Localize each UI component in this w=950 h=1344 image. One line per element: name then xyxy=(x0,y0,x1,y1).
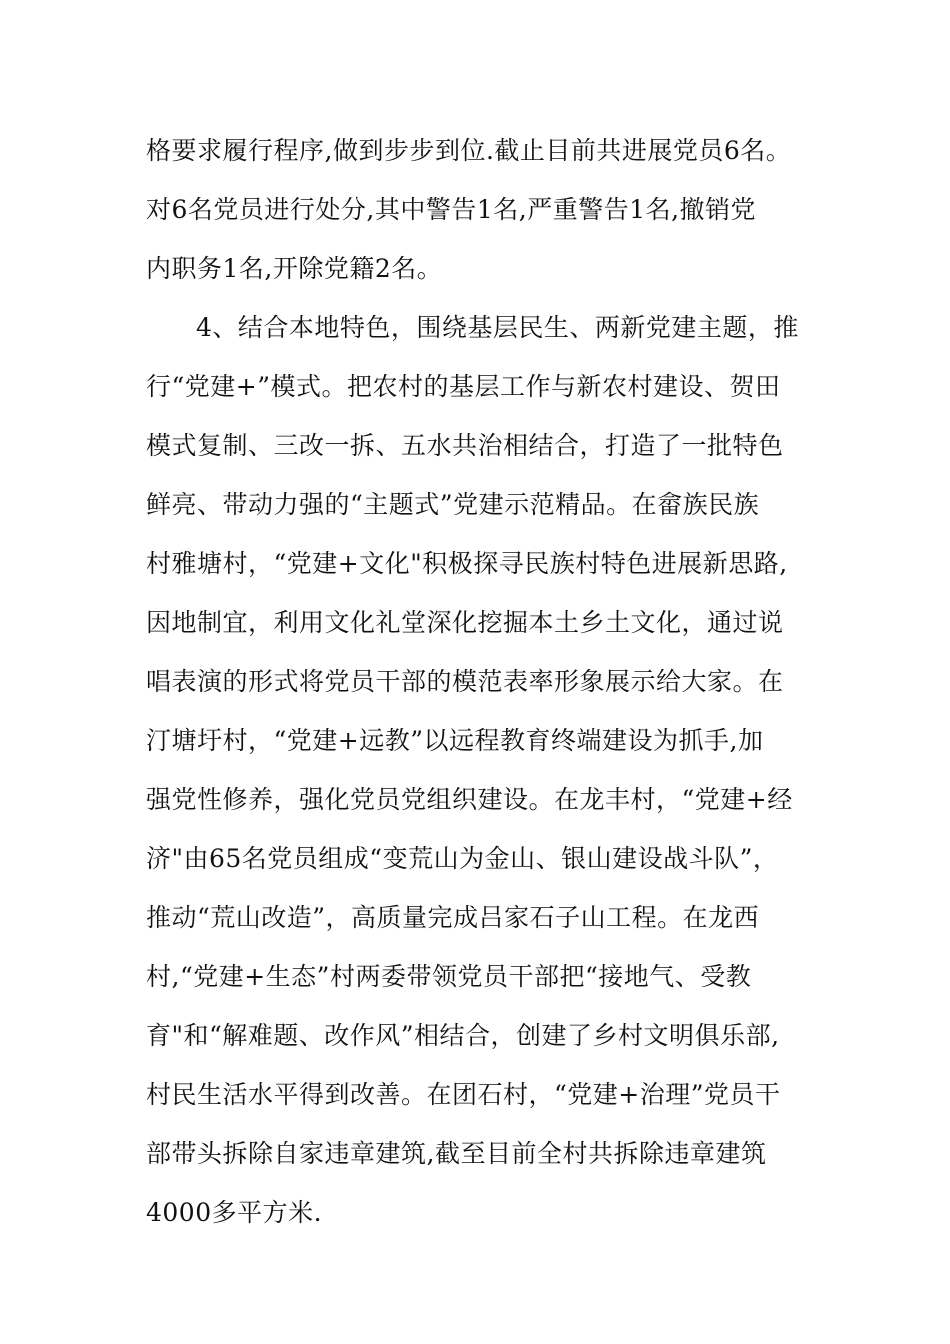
text-line: 鲜亮、带动力强的“主题式”党建示范精品。在畲族民族 xyxy=(146,490,760,519)
text-line: 汀塘圩村，“党建+远教”以远程教育终端建设为抓手,加 xyxy=(146,726,764,755)
text-line: 村,“党建+生态”村两委带领党员干部把“接地气、受教 xyxy=(146,962,752,991)
text-line: 推动“荒山改造”，高质量完成吕家石子山工程。在龙西 xyxy=(146,903,760,932)
text-line: 村民生活水平得到改善。在团石村，“党建+治理”党员干 xyxy=(146,1080,781,1109)
text-line: 育"和“解难题、改作风”相结合，创建了乡村文明俱乐部, xyxy=(146,1021,780,1050)
text-line: 部带头拆除自家违章建筑,截至目前全村共拆除违章建筑 xyxy=(146,1139,767,1168)
text-line: 济"由65名党员组成“变荒山为金山、银山建设战斗队”， xyxy=(146,844,779,873)
text-line: 行“党建+”模式。把农村的基层工作与新农村建设、贺田 xyxy=(146,372,781,401)
text-line: 强党性修养，强化党员党组织建设。在龙丰村，“党建+经 xyxy=(146,785,793,814)
text-line: 唱表演的形式将党员干部的模范表率形象展示给大家。在 xyxy=(146,667,784,696)
paragraph-first-line: 4、结合本地特色，围绕基层民生、两新党建主题，推 xyxy=(196,313,799,342)
text-line: 因地制宜，利用文化礼堂深化挖掘本土乡土文化，通过说 xyxy=(146,608,784,637)
text-line: 内职务1名,开除党籍2名。 xyxy=(146,254,443,283)
text-line: 对6名党员进行处分,其中警告1名,严重警告1名,撤销党 xyxy=(146,195,757,224)
text-line: 村雅塘村，“党建+文化"积极探寻民族村特色进展新思路, xyxy=(146,549,788,578)
text-line: 4000多平方米. xyxy=(146,1198,323,1227)
text-line: 模式复制、三改一拆、五水共治相结合，打造了一批特色 xyxy=(146,431,784,460)
text-line: 格要求履行程序,做到步步到位.截止目前共进展党员6名。 xyxy=(146,136,792,165)
